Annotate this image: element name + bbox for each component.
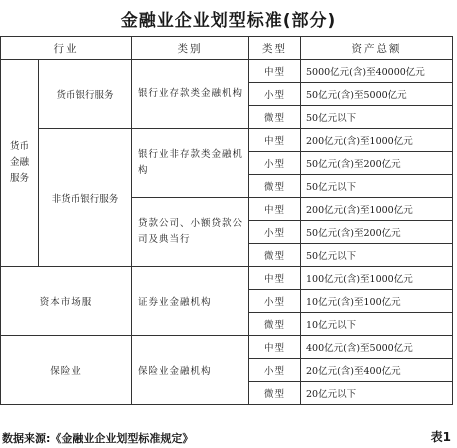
category-insurance: 保险业金融机构 bbox=[132, 336, 249, 405]
group-label-monetary bbox=[1, 60, 39, 267]
size-cell: 微型 bbox=[249, 106, 301, 129]
table-row bbox=[1, 129, 453, 152]
amount-cell: 5000亿元(含)至40000亿元 bbox=[301, 60, 453, 83]
size-cell: 小型 bbox=[249, 359, 301, 382]
size-cell: 微型 bbox=[249, 313, 301, 336]
group-label-insurance: 保险业 bbox=[1, 336, 132, 405]
size-cell: 中型 bbox=[249, 129, 301, 152]
header-industry: 行业 bbox=[1, 37, 132, 60]
category-bank-deposit: 银行业存款类金融机构 bbox=[132, 60, 249, 129]
size-cell: 中型 bbox=[249, 267, 301, 290]
table-row bbox=[1, 60, 453, 83]
subgroup-nonbank: 非货币银行服务 bbox=[39, 129, 132, 267]
table-row bbox=[1, 336, 453, 359]
group-label-capital: 资本市场服 bbox=[1, 267, 132, 336]
category-loan-pawn: 贷款公司、小额贷款公司及典当行 bbox=[132, 198, 249, 267]
amount-cell: 20亿元以下 bbox=[301, 382, 453, 405]
classification-table bbox=[0, 36, 453, 405]
table-row bbox=[1, 267, 453, 290]
size-cell: 微型 bbox=[249, 382, 301, 405]
amount-cell: 10亿元以下 bbox=[301, 313, 453, 336]
group-label-text: 货币金融服务 bbox=[9, 141, 29, 184]
size-cell: 小型 bbox=[249, 290, 301, 313]
amount-cell: 20亿元(含)至400亿元 bbox=[301, 359, 453, 382]
amount-cell: 50亿元(含)至200亿元 bbox=[301, 152, 453, 175]
table-number: 表1 bbox=[430, 430, 451, 444]
size-cell: 小型 bbox=[249, 152, 301, 175]
data-source-note: 数据来源:《金融业企业划型标准规定》 bbox=[2, 432, 194, 445]
amount-cell: 50亿元(含)至5000亿元 bbox=[301, 83, 453, 106]
amount-cell: 400亿元(含)至5000亿元 bbox=[301, 336, 453, 359]
amount-cell: 50亿元(含)至200亿元 bbox=[301, 221, 453, 244]
size-cell: 中型 bbox=[249, 60, 301, 83]
amount-cell: 10亿元(含)至100亿元 bbox=[301, 290, 453, 313]
size-cell: 小型 bbox=[249, 83, 301, 106]
amount-cell: 200亿元(含)至1000亿元 bbox=[301, 129, 453, 152]
size-cell: 小型 bbox=[249, 221, 301, 244]
size-cell: 中型 bbox=[249, 336, 301, 359]
category-securities: 证券业金融机构 bbox=[132, 267, 249, 336]
amount-cell: 50亿元以下 bbox=[301, 244, 453, 267]
header-category: 类别 bbox=[132, 37, 249, 60]
amount-cell: 200亿元(含)至1000亿元 bbox=[301, 198, 453, 221]
amount-cell: 50亿元以下 bbox=[301, 175, 453, 198]
page-title: 金融业企业划型标准(部分) bbox=[120, 11, 337, 31]
subgroup-bank: 货币银行服务 bbox=[39, 60, 132, 129]
size-cell: 微型 bbox=[249, 244, 301, 267]
amount-cell: 100亿元(含)至1000亿元 bbox=[301, 267, 453, 290]
header-assets: 资产总额 bbox=[301, 37, 453, 60]
size-cell: 微型 bbox=[249, 175, 301, 198]
size-cell: 中型 bbox=[249, 198, 301, 221]
category-bank-nondeposit: 银行业非存款类金融机构 bbox=[132, 129, 249, 198]
amount-cell: 50亿元以下 bbox=[301, 106, 453, 129]
table-header-row bbox=[1, 37, 453, 60]
header-type: 类型 bbox=[249, 37, 301, 60]
